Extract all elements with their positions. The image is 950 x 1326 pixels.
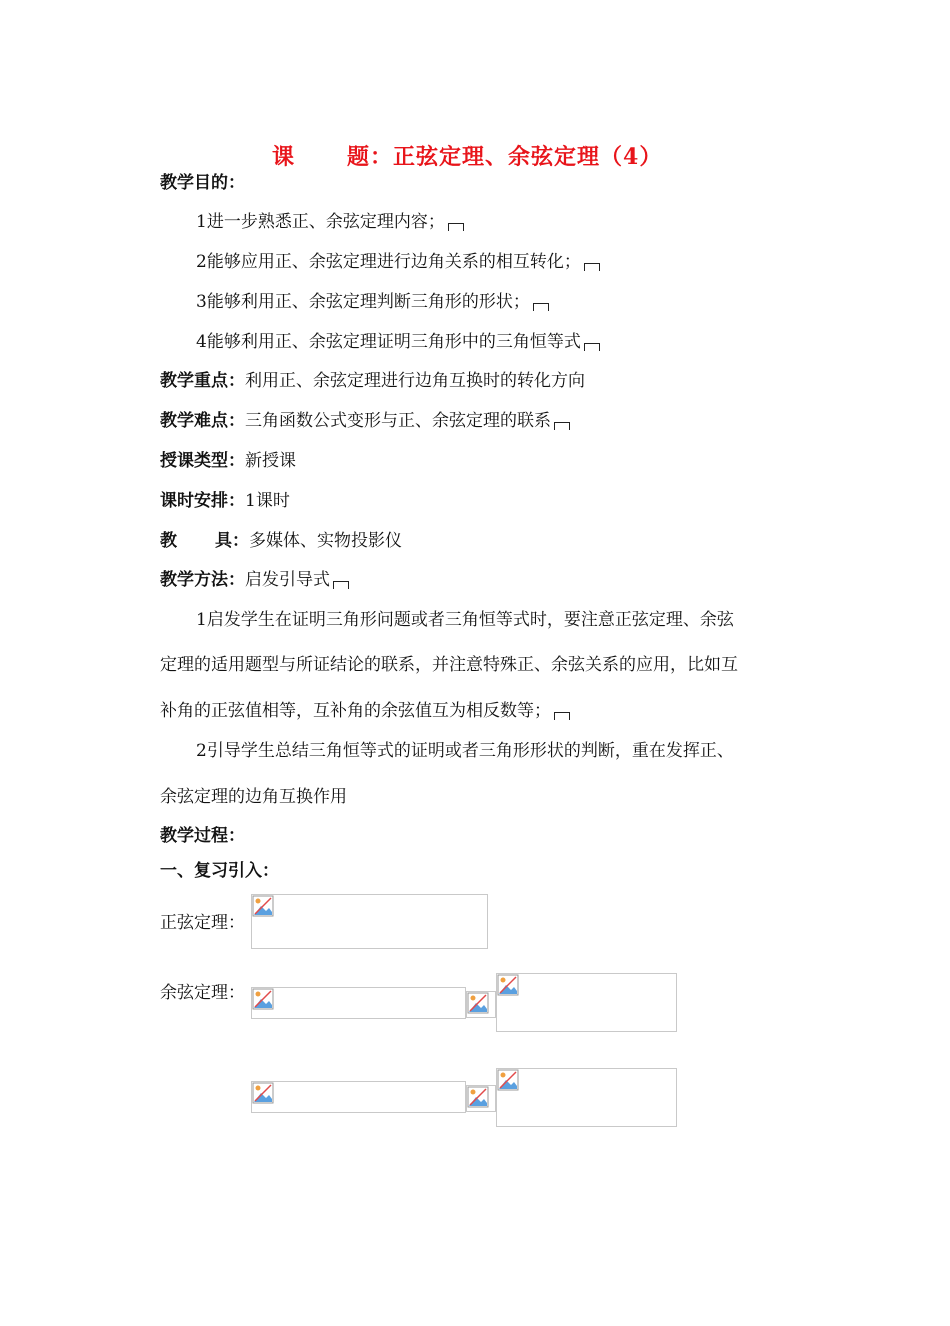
objective-2: 2能够应用正、余弦定理进行边角关系的相互转化； — [196, 251, 600, 273]
cosine-formula-image-1 — [251, 987, 466, 1019]
process-heading: 教学过程： — [160, 826, 245, 846]
paragraph-mark-icon — [554, 422, 570, 430]
cosine-rule-label: 余弦定理： — [160, 983, 245, 1003]
cosine-formula-image-5 — [466, 1085, 496, 1112]
objective-1: 1进一步熟悉正、余弦定理内容； — [196, 211, 464, 233]
sine-rule-label: 正弦定理： — [160, 913, 245, 933]
section-1-heading: 一、复习引入： — [160, 861, 279, 881]
title-part-2: 题：正弦定理、余弦定理（4） — [347, 144, 663, 170]
method-p1-line-1: 1启发学生在证明三角形问题或者三角恒等式时，要注意正弦定理、余弦 — [196, 610, 734, 630]
cosine-formula-image-4 — [251, 1081, 466, 1113]
paragraph-mark-icon — [584, 343, 600, 351]
paragraph-mark-icon — [554, 712, 570, 720]
key-point: 教学重点：利用正、余弦定理进行边角互换时的转化方向 — [160, 371, 585, 391]
method-p1-line-2: 定理的适用题型与所证结论的联系，并注意特殊正、余弦关系的应用，比如互 — [160, 655, 738, 675]
sine-rule-formula-image — [251, 894, 488, 949]
method-p2-line-2: 余弦定理的边角互换作用 — [160, 787, 347, 807]
paragraph-mark-icon — [584, 263, 600, 271]
difficulty: 教学难点：三角函数公式变形与正、余弦定理的联系 — [160, 410, 570, 432]
paragraph-mark-icon — [333, 581, 349, 589]
broken-image-icon — [467, 1086, 489, 1108]
teaching-method: 教学方法：启发引导式 — [160, 569, 349, 591]
cosine-formula-image-2 — [466, 991, 496, 1018]
objectives-heading: 教学目的： — [160, 173, 245, 193]
teaching-tools: 教 具：多媒体、实物投影仪 — [160, 531, 402, 551]
broken-image-icon — [252, 988, 274, 1010]
broken-image-icon — [497, 974, 519, 996]
method-p2-line-1: 2引导学生总结三角恒等式的证明或者三角形形状的判断，重在发挥正、 — [196, 741, 734, 761]
broken-image-icon — [497, 1069, 519, 1091]
method-p1-line-3: 补角的正弦值相等，互补角的余弦值互为相反数等； — [160, 700, 570, 722]
lesson-type: 授课类型：新授课 — [160, 451, 296, 471]
broken-image-icon — [467, 992, 489, 1014]
broken-image-icon — [252, 895, 274, 917]
objective-3: 3能够利用正、余弦定理判断三角形的形状； — [196, 291, 549, 313]
paragraph-mark-icon — [533, 303, 549, 311]
cosine-formula-image-6 — [496, 1068, 677, 1127]
cosine-formula-image-3 — [496, 973, 677, 1032]
lesson-title — [272, 140, 662, 171]
objective-4: 4能够利用正、余弦定理证明三角形中的三角恒等式 — [196, 331, 600, 353]
broken-image-icon — [252, 1082, 274, 1104]
class-hours: 课时安排：1课时 — [160, 491, 290, 511]
paragraph-mark-icon — [448, 223, 464, 231]
title-part-1: 课 — [272, 144, 296, 170]
